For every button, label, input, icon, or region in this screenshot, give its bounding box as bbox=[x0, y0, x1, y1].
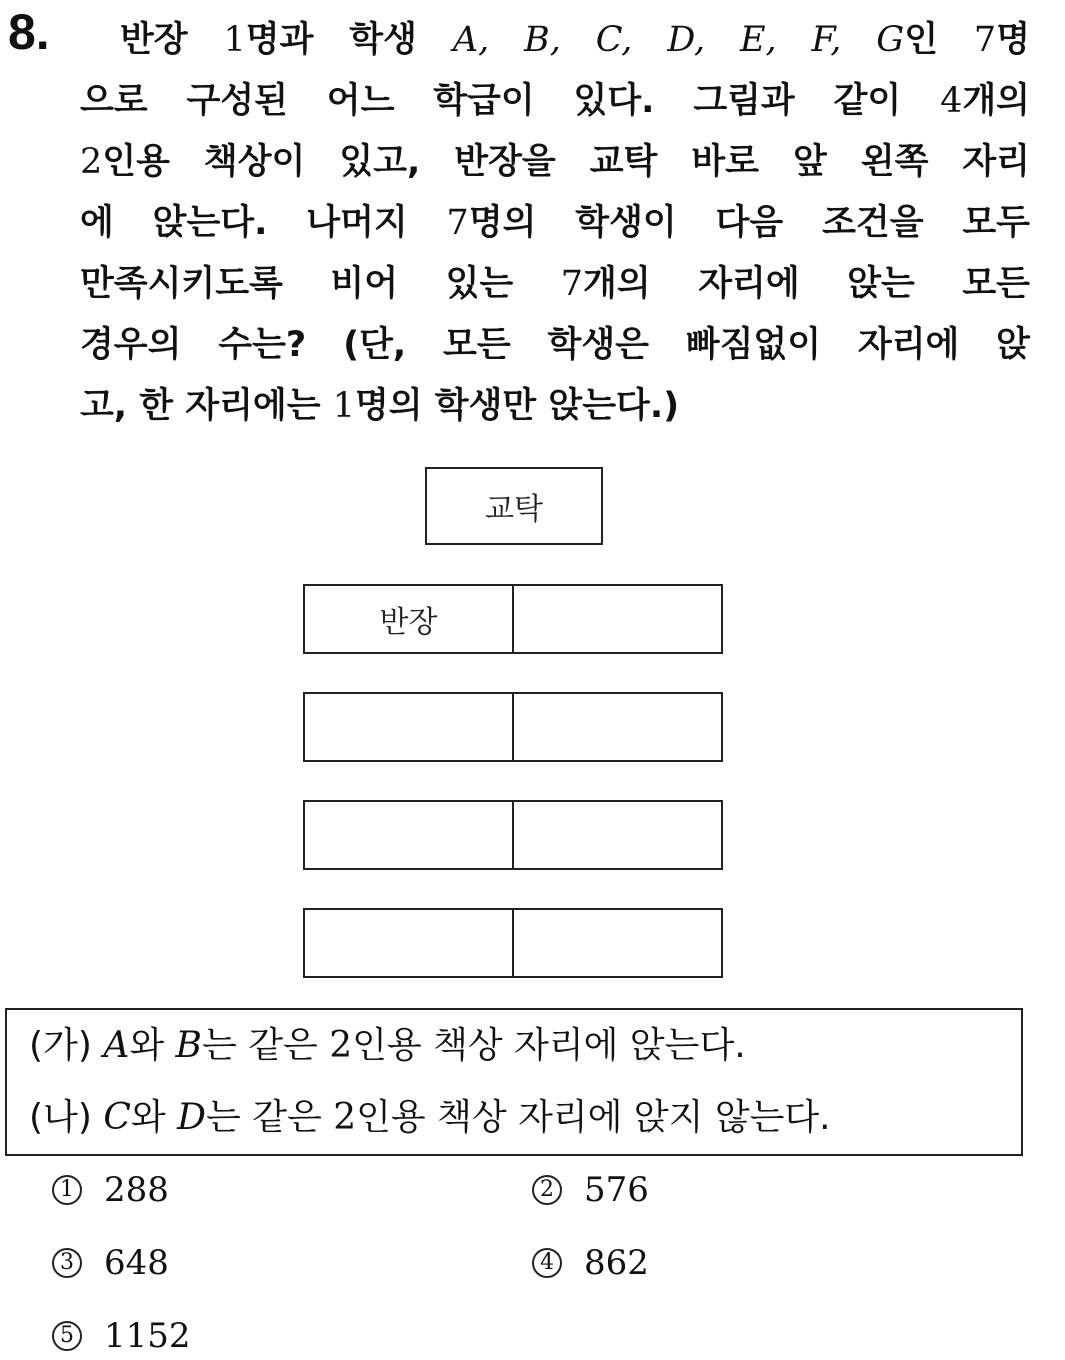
teacher-desk: 교탁 bbox=[425, 467, 603, 545]
seat-empty bbox=[305, 694, 512, 760]
circled-number-icon: 1 bbox=[52, 1175, 82, 1205]
stem-number: 1 bbox=[223, 20, 246, 60]
stem-text: 인 bbox=[904, 20, 974, 60]
condition-text: 와 bbox=[130, 1097, 178, 1138]
stem-text: 만족시키도록 비어 있는 bbox=[80, 264, 561, 304]
choice-1[interactable] bbox=[52, 1170, 169, 1210]
question-stem bbox=[80, 10, 1030, 437]
stem-text: 에 앉는다. 나머지 bbox=[80, 203, 447, 243]
seat-class-president: 반장 bbox=[379, 605, 438, 640]
seat-empty bbox=[512, 694, 721, 760]
choice-3[interactable] bbox=[52, 1243, 169, 1283]
stem-text: 반장 bbox=[120, 20, 224, 60]
conditions-box bbox=[5, 1008, 1023, 1156]
condition-number: 2 bbox=[333, 1097, 357, 1138]
stem-number: 7 bbox=[560, 264, 584, 304]
choice-value: 288 bbox=[104, 1170, 169, 1210]
seat-empty bbox=[305, 802, 512, 868]
choice-2[interactable] bbox=[532, 1170, 649, 1210]
stem-text: 개의 자리에 앉는 모든 bbox=[583, 264, 1030, 304]
stem-line-4 bbox=[80, 193, 1030, 254]
condition-na bbox=[29, 1096, 831, 1140]
condition-variable: C bbox=[103, 1097, 131, 1138]
seat-empty bbox=[512, 586, 721, 652]
seat-empty bbox=[512, 802, 721, 868]
seat-empty bbox=[305, 910, 512, 976]
condition-text: 와 bbox=[129, 1025, 176, 1066]
stem-text: 명의 학생이 다음 조건을 모두 bbox=[468, 203, 1030, 243]
condition-variable: B bbox=[175, 1025, 203, 1066]
circled-number-icon: 4 bbox=[532, 1248, 562, 1278]
condition-text: 인용 책상 자리에 앉는다. bbox=[352, 1025, 746, 1066]
stem-line-2 bbox=[80, 71, 1030, 132]
circled-number-icon: 3 bbox=[52, 1248, 82, 1278]
desk-row-3 bbox=[303, 800, 723, 870]
stem-number: 7 bbox=[973, 20, 997, 60]
choice-value: 862 bbox=[584, 1243, 649, 1283]
stem-text: 개의 bbox=[962, 81, 1030, 121]
choice-4[interactable] bbox=[532, 1243, 649, 1283]
stem-text: 명의 학생만 앉는다.) bbox=[355, 386, 680, 426]
choice-5[interactable] bbox=[52, 1316, 191, 1356]
stem-number: 2 bbox=[80, 142, 103, 182]
stem-number: 4 bbox=[940, 81, 963, 121]
choice-value: 648 bbox=[104, 1243, 169, 1283]
stem-number: 7 bbox=[446, 203, 469, 243]
question-number: 8. bbox=[8, 4, 50, 60]
stem-text: 경우의 수는? (단, 모든 학생은 빠짐없이 자리에 앉 bbox=[80, 325, 1030, 365]
stem-text: 명과 학생 bbox=[245, 20, 453, 60]
circled-number-icon: 2 bbox=[532, 1175, 562, 1205]
stem-text: 고, 한 자리에는 bbox=[80, 386, 333, 426]
condition-tag: (가) bbox=[29, 1025, 104, 1066]
choice-value: 576 bbox=[584, 1170, 649, 1210]
stem-line-3 bbox=[80, 132, 1030, 193]
condition-text: 는 같은 bbox=[205, 1097, 334, 1138]
condition-number: 2 bbox=[329, 1025, 353, 1066]
condition-variable: A bbox=[103, 1025, 130, 1066]
desk-row-4 bbox=[303, 908, 723, 978]
circled-number-icon: 5 bbox=[52, 1321, 82, 1351]
condition-ga bbox=[29, 1024, 746, 1068]
student-variables: A, B, C, D, E, F, G bbox=[452, 20, 905, 60]
stem-number: 1 bbox=[332, 386, 355, 426]
seat-empty bbox=[512, 910, 721, 976]
stem-line-5 bbox=[80, 254, 1030, 315]
choice-value: 1152 bbox=[104, 1316, 191, 1356]
condition-variable: D bbox=[177, 1097, 206, 1138]
stem-text: 명 bbox=[996, 20, 1030, 60]
desk-row-2 bbox=[303, 692, 723, 762]
stem-text: 으로 구성된 어느 학급이 있다. 그림과 같이 bbox=[80, 81, 941, 121]
condition-tag: (나) bbox=[29, 1097, 104, 1138]
stem-text: 인용 책상이 있고, 반장을 교탁 바로 앞 왼쪽 자리 bbox=[102, 142, 1030, 182]
stem-line-1 bbox=[80, 10, 1030, 71]
condition-text: 는 같은 bbox=[202, 1025, 330, 1066]
desk-row-1 bbox=[303, 584, 723, 654]
stem-line-6 bbox=[80, 315, 1030, 376]
stem-line-7 bbox=[80, 376, 1030, 437]
condition-text: 인용 책상 자리에 앉지 않는다. bbox=[356, 1097, 831, 1138]
